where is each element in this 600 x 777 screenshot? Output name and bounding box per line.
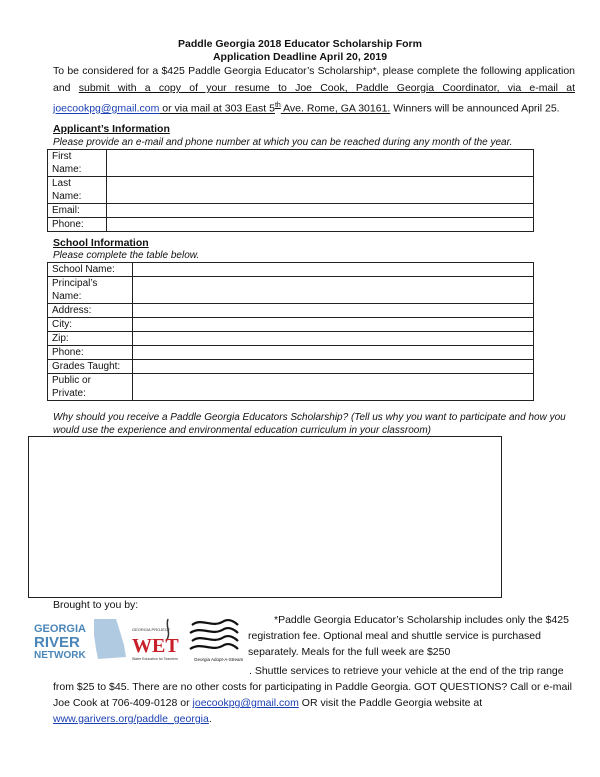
field-label xyxy=(48,150,107,177)
grn-line-1: GEORGIA xyxy=(34,623,86,635)
label-line: Last xyxy=(52,178,71,189)
school-phone-field[interactable] xyxy=(133,346,534,360)
intro-part-1: To be considered for a $425 Paddle Georgia Educator’s Scholarship*, please complete the following application and xyxy=(53,65,575,94)
georgia-map-icon xyxy=(94,619,126,659)
brought-by-label: Brought to you by: xyxy=(53,599,139,611)
label-line: School Name: xyxy=(52,264,115,275)
table-row xyxy=(48,204,534,218)
field-label xyxy=(48,263,133,277)
label-line: Private: xyxy=(52,388,86,399)
table-row xyxy=(48,277,534,304)
field-label xyxy=(48,332,133,346)
city-field[interactable] xyxy=(133,318,534,332)
table-row xyxy=(48,346,534,360)
last-name-field[interactable] xyxy=(107,177,534,204)
field-label xyxy=(48,204,107,218)
wet-sub-text: Water Education for Teachers xyxy=(132,657,178,661)
email-link[interactable]: joecookpg@gmail.com xyxy=(53,102,160,115)
applicant-heading: Applicant’s Information xyxy=(53,123,170,135)
intro-part-5: Winners will be announced April 25. xyxy=(390,102,560,115)
school-name-field[interactable] xyxy=(133,263,534,277)
table-row xyxy=(48,332,534,346)
wave-icon xyxy=(192,636,238,641)
label-line: Name: xyxy=(52,291,82,302)
intro-paragraph xyxy=(53,63,575,118)
essay-answer-box[interactable] xyxy=(28,436,502,598)
intro-part-2: submit with a copy of your resume to Joe Cook, Paddle Georgia Coordinator, via e-mail at xyxy=(78,82,575,94)
wave-icon xyxy=(192,620,238,625)
table-row xyxy=(48,360,534,374)
grn-line-3: NETWORK xyxy=(34,650,86,661)
label-line: Address: xyxy=(52,305,92,316)
field-label xyxy=(48,218,107,232)
table-row xyxy=(48,304,534,318)
grn-line-2: RIVER xyxy=(34,634,80,651)
label-line: Email: xyxy=(52,205,80,216)
footer-part-1: . Shuttle services to retrieve your vehicle at the end of the trip range from $25 to $45. There are no other costs for participating in Paddle Georgia. GOT QUESTIONS? Call or e-mail Joe Cook at 706-409-0128 or xyxy=(53,665,573,709)
intro-part-3: or via mail at 303 East 5 xyxy=(159,102,275,115)
footer-paragraph xyxy=(53,663,575,727)
applicant-note: Please provide an e-mail and phone number at which you can be reached during any month of the year. xyxy=(53,137,513,148)
title-line-1: Paddle Georgia 2018 Educator Scholarship Form xyxy=(178,38,422,50)
label-line: Name: xyxy=(52,164,82,175)
essay-question: Why should you receive a Paddle Georgia Educators Scholarship? (Tell us why you want to participate and how you would use the experience and environmental education curriculum in your classroom) xyxy=(53,412,566,436)
website-link[interactable]: www.garivers.org/paddle_georgia xyxy=(53,713,209,725)
form-title xyxy=(0,38,600,64)
footnote-text: *Paddle Georgia Educator’s Scholarship includes only the $425 registration fee. Optional meal and shuttle service is purchased separately. Meals for the full week are $250 xyxy=(248,614,569,658)
adopt-a-stream-logo xyxy=(190,620,238,649)
label-line: First xyxy=(52,151,72,162)
field-label xyxy=(48,277,133,304)
footer-part-3: . xyxy=(208,713,212,725)
intro-superscript: th xyxy=(274,102,281,109)
label-line: Phone: xyxy=(52,347,84,358)
email-field[interactable] xyxy=(107,204,534,218)
zip-field[interactable] xyxy=(133,332,534,346)
principal-name-field[interactable] xyxy=(133,277,534,304)
label-line: City: xyxy=(52,319,72,330)
adopt-a-stream-caption: Georgia Adopt-A-Stream xyxy=(194,657,244,662)
field-label xyxy=(48,360,133,374)
table-row xyxy=(48,318,534,332)
intro-part-4: Ave. Rome, GA 30161. xyxy=(280,102,391,115)
table-row xyxy=(48,218,534,232)
label-line: Phone: xyxy=(52,219,84,230)
scholarship-footnote xyxy=(248,612,578,660)
table-row xyxy=(48,177,534,204)
phone-field[interactable] xyxy=(107,218,534,232)
grades-taught-field[interactable] xyxy=(133,360,534,374)
wet-top-text: GEORGIA PROJECT xyxy=(132,627,171,632)
sponsor-logos xyxy=(32,615,244,665)
wave-icon xyxy=(190,644,238,649)
footer-email-link[interactable]: joecookpg@gmail.com xyxy=(192,697,299,709)
field-label xyxy=(48,374,133,401)
wet-main-text: WET xyxy=(132,635,179,657)
public-private-field[interactable] xyxy=(133,374,534,401)
address-field[interactable] xyxy=(133,304,534,318)
school-table xyxy=(47,262,534,401)
title-line-2: Application Deadline April 20, 2019 xyxy=(212,51,388,63)
georgia-river-network-logo xyxy=(34,619,126,661)
field-label xyxy=(48,304,133,318)
label-line: Public or xyxy=(52,375,91,386)
wave-icon xyxy=(190,628,238,633)
school-note: Please complete the table below. xyxy=(53,250,200,261)
label-line: Grades Taught: xyxy=(52,361,121,372)
first-name-field[interactable] xyxy=(107,150,534,177)
label-line: Principal’s xyxy=(52,278,98,289)
field-label xyxy=(48,177,107,204)
footer-part-2: OR visit the Paddle Georgia website at xyxy=(298,697,483,709)
label-line: Zip: xyxy=(52,333,69,344)
project-wet-logo xyxy=(132,619,179,661)
applicant-table xyxy=(47,149,534,232)
school-heading: School Information xyxy=(53,237,149,249)
logos-svg xyxy=(32,615,244,665)
label-line: Name: xyxy=(52,191,82,202)
field-label xyxy=(48,318,133,332)
table-row xyxy=(48,374,534,401)
table-row xyxy=(48,150,534,177)
field-label xyxy=(48,346,133,360)
table-row xyxy=(48,263,534,277)
